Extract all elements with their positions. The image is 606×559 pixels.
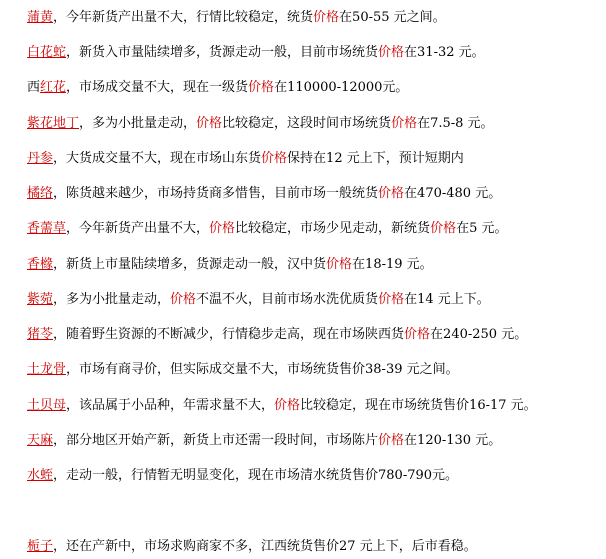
entry-text: ，该品属于小品种，年需求量不大，: [66, 398, 275, 413]
price-keyword: 价格: [378, 186, 405, 201]
list-item: [27, 431, 501, 451]
price-keyword: 价格: [209, 221, 236, 236]
entry-text: 在31-32 元。: [404, 45, 485, 60]
price-keyword: 价格: [274, 398, 301, 413]
herb-link[interactable]: 土贝母: [27, 398, 67, 413]
herb-link[interactable]: 紫花地丁: [27, 116, 80, 131]
herb-link[interactable]: 紫菀: [27, 292, 54, 307]
list-item: [27, 149, 464, 169]
list-item: [27, 325, 527, 345]
herb-link[interactable]: 香橼: [27, 257, 54, 272]
entry-text: ，市场有商寻价，但实际成交量不大，市场统货售价38-39 元之间。: [66, 362, 459, 377]
list-item: [27, 396, 537, 416]
herb-link[interactable]: 红花: [40, 80, 67, 95]
herb-link[interactable]: 栀子: [27, 539, 54, 554]
herb-link[interactable]: 丹参: [27, 151, 54, 166]
herb-link[interactable]: 蒲黄: [27, 10, 54, 25]
entry-text: 在50-55 元之间。: [339, 10, 446, 25]
price-keyword: 价格: [261, 151, 288, 166]
entry-text: 比较稳定，现在市场统货售价16-17 元。: [300, 398, 537, 413]
entry-text: ，市场成交量不大，现在一级货: [66, 80, 249, 95]
list-item: [27, 360, 459, 380]
herb-link[interactable]: 天麻: [27, 433, 54, 448]
entry-text: ，新货上市量陆续增多，货源走动一般，汉中货: [53, 257, 327, 272]
entry-text: ，今年新货产出量不大，: [66, 221, 210, 236]
entry-text: ，部分地区开始产新，新货上市还需一段时间，市场陈片: [53, 433, 379, 448]
entry-text: 在240-250 元。: [430, 327, 528, 342]
price-keyword: 价格: [378, 292, 405, 307]
entry-text: 西: [27, 80, 41, 95]
price-keyword: 价格: [430, 221, 457, 236]
herb-link[interactable]: 白花蛇: [27, 45, 67, 60]
herb-link[interactable]: 猪苓: [27, 327, 54, 342]
entry-text: 不温不火，目前市场水洗优质货: [196, 292, 379, 307]
list-item: [27, 466, 458, 486]
entry-text: ，新货入市量陆续增多，货源走动一般，目前市场统货: [66, 45, 379, 60]
entry-text: 比较稳定，这段时间市场统货: [222, 116, 392, 131]
price-keyword: 价格: [378, 45, 405, 60]
price-keyword: 价格: [248, 80, 275, 95]
price-keyword: 价格: [404, 327, 431, 342]
entry-text: 保持在12 元上下，预计短期内: [287, 151, 464, 166]
list-item: [27, 255, 433, 275]
list-item: [27, 290, 490, 310]
list-item: [27, 114, 494, 134]
entry-text: ，多为小批量走动，: [53, 292, 171, 307]
list-item: [27, 8, 446, 28]
price-keyword: 价格: [378, 433, 405, 448]
entry-text: ，多为小批量走动，: [79, 116, 197, 131]
list-item: [27, 78, 408, 98]
list-item: [27, 219, 507, 239]
list-item: [27, 43, 485, 63]
entry-text: ，大货成交量不大，现在市场山东货: [53, 151, 262, 166]
entry-text: 在5 元。: [456, 221, 508, 236]
price-keyword: 价格: [326, 257, 353, 272]
price-keyword: 价格: [170, 292, 197, 307]
entry-text: 在14 元上下。: [404, 292, 490, 307]
herb-link[interactable]: 香薷草: [27, 221, 67, 236]
price-keyword: 价格: [196, 116, 223, 131]
price-keyword: 价格: [313, 10, 340, 25]
entry-text: 在110000-12000元。: [274, 80, 409, 95]
entry-text: ，陈货越来越少，市场持货商多惜售，目前市场一般统货: [53, 186, 379, 201]
herb-link[interactable]: 土龙骨: [27, 362, 67, 377]
entry-text: 在18-19 元。: [352, 257, 433, 272]
entry-text: 在120-130 元。: [404, 433, 502, 448]
entry-text: 在7.5-8 元。: [417, 116, 494, 131]
entry-text: ，走动一般，行情暂无明显变化，现在市场清水统货售价780-790元。: [53, 468, 459, 483]
herb-link[interactable]: 水蛭: [27, 468, 54, 483]
entry-text: 在470-480 元。: [404, 186, 502, 201]
entry-text: 比较稳定，市场少见走动，新统货: [235, 221, 431, 236]
price-keyword: 价格: [391, 116, 418, 131]
herb-link[interactable]: 橘络: [27, 186, 54, 201]
entry-text: ，还在产新中，市场求购商家不多，江西统货售价27 元上下，后市看稳。: [53, 539, 477, 554]
entry-text: ，今年新货产出量不大，行情比较稳定，统货: [53, 10, 314, 25]
entry-text: ，随着野生资源的不断减少，行情稳步走高，现在市场陕西货: [53, 327, 405, 342]
list-item: [27, 537, 477, 557]
list-item: [27, 184, 501, 204]
